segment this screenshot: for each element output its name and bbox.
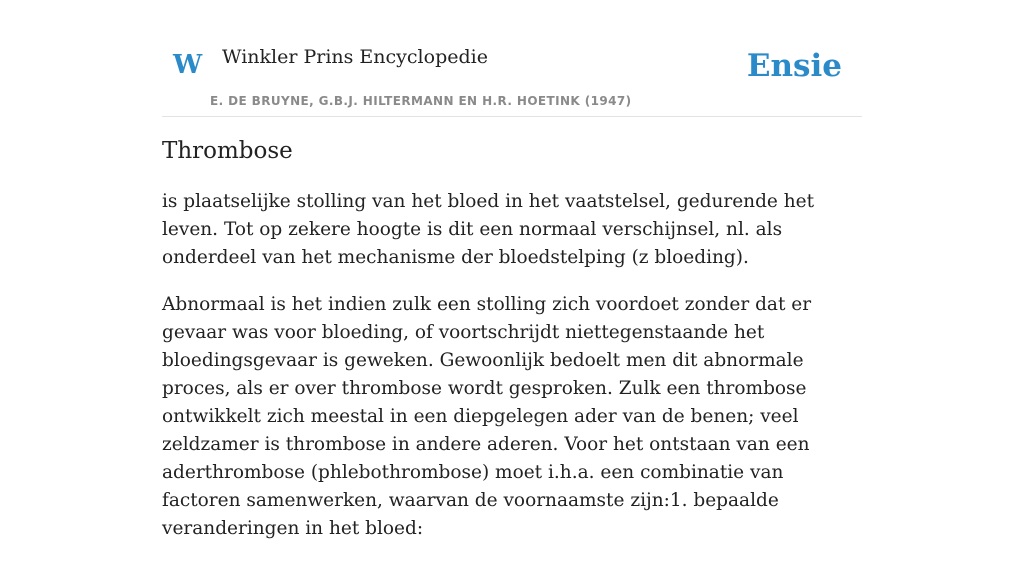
logo-w-icon[interactable]: W [173,50,203,80]
article-paragraph: is plaatselijke stolling van het bloed in het vaatstelsel, gedurende het leven. Tot op zekere hoogte is dit een normaal verschijnsel, nl. als onderdeel van het mechanisme der bloedstelping (z bloeding). [162,190,815,268]
authors-line: E. DE BRUYNE, G.B.J. HILTERMANN EN H.R. HOETINK (1947) [210,94,632,108]
article-paragraph: Abnormaal is het indien zulk een stolling zich voordoet zonder dat er gevaar was voor bloeding, of voortschrijdt niettegenstaande het bloedingsgevaar is geweken. Gewoonlijk bedoelt men dit abnormale proces, als er over thrombose wordt gesproken. Zulk een thrombose ontwikkelt zich meestal in een diepgelegen ader van de benen; veel zeldzamer is thrombose in andere aderen. Voor het ontstaan van een aderthrombose (phlebothrombose) moet i.h.a. een combinatie van factoren samenwerken, waarvan de voornaamste zijn:1. bepaalde veranderingen in het bloed: [162,293,812,539]
ensie-logo[interactable]: Ensie [746,48,842,84]
article [162,138,862,562]
site-title[interactable]: Winkler Prins Encyclopedie [222,46,488,68]
site-header [162,0,862,117]
article-title: Thrombose [162,138,293,164]
